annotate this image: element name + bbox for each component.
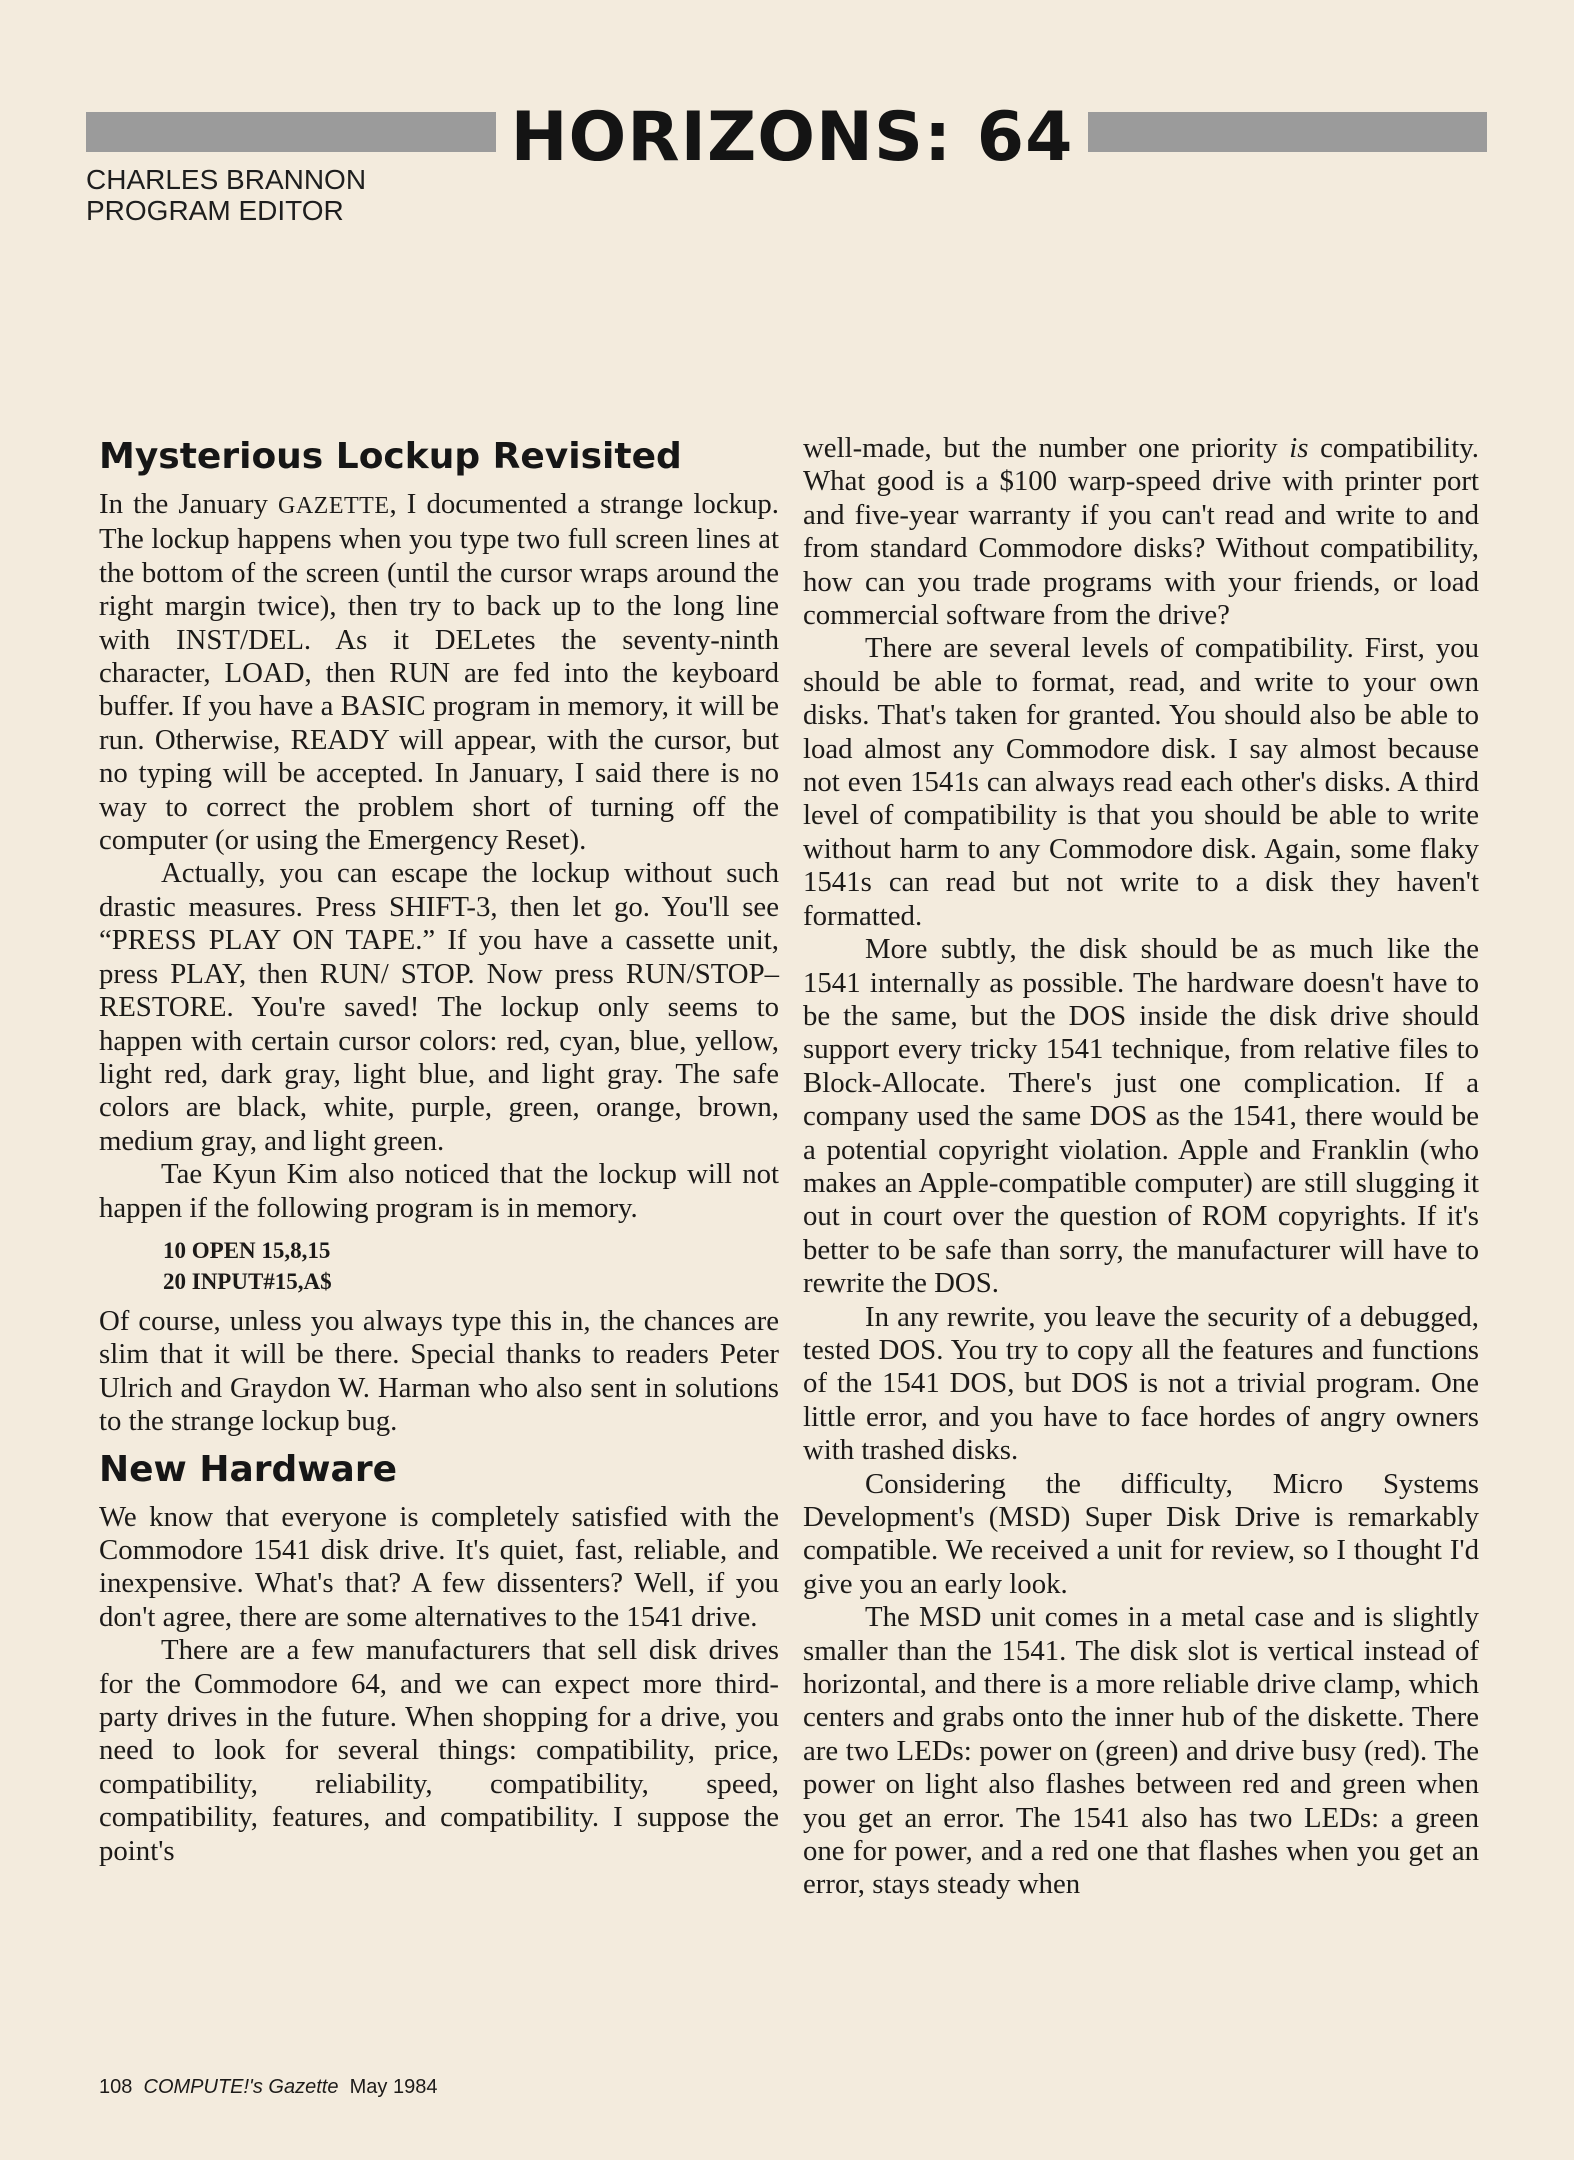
page-footer — [99, 2075, 437, 2099]
paragraph: More subtly, the disk should be as much like the 1541 internally as possible. The hardware doesn't have to be the same, but the DOS inside the disk drive should support every tricky 1541 technique, from relative files to Block-Allocate. There's just one complication. If a company used the same DOS as the 1541, there would be a potential copyright violation. Apple and Franklin (who makes an Apple-compatible computer) are still slugging it out in court over the question of ROM copyrights. If it's better to be safe than sorry, the manufacturer will have to rewrite the DOS. — [803, 933, 1479, 1300]
code-line: 20 INPUT#15,A$ — [163, 1268, 332, 1294]
code-line: 10 OPEN 15,8,15 — [163, 1237, 331, 1263]
paragraph: In the January GAZETTE, I documented a strange lockup. The lockup happens when you type two full screen lines at the bottom of the screen (until the cursor wraps around the right margin twice), then try to back up to the long line with INST/DEL. As it DELetes the seventy-ninth character, LOAD, then RUN are fed into the keyboard buffer. If you have a BASIC program in memory, it will be run. Otherwise, READY will appear, with the cursor, but no typing will be accepted. In January, I said there is no way to correct the problem short of turning off the computer (or using the Emergency Reset). — [99, 488, 779, 857]
section-heading: New Hardware — [99, 1448, 398, 1490]
issue-date: May 1984 — [349, 2076, 438, 2098]
paragraph: There are several levels of compatibility. First, you should be able to format, read, and write to your own disks. That's taken for granted. You should also be able to load almost any Commodore disk. I say almost because not even 1541s can always read each other's disks. A third level of compatibility is that you should be able to write without harm to any Commodore disk. Again, some flaky 1541s can read but not write to a disk they haven't formatted. — [803, 632, 1479, 932]
paragraph: We know that everyone is completely satisfied with the Commodore 1541 disk drive. It's quiet, fast, reliable, and inexpensive. What's that? A few dissenters? Well, if you don't agree, there are some alternatives to the 1541 drive. — [99, 1500, 779, 1633]
author-role: PROGRAM EDITOR — [86, 195, 344, 226]
column-title: HORIZONS: 64 — [510, 98, 1074, 177]
code-listing — [99, 1225, 779, 1305]
left-column — [99, 432, 779, 1868]
page-edge — [1574, 0, 1590, 2160]
masthead-rule-right — [1088, 112, 1487, 152]
paragraph: The MSD unit comes in a metal case and is slightly smaller than the 1541. The disk slot is vertical instead of horizontal, and there is a more reliable drive clamp, which centers and grabs onto the inner hub of the diskette. There are two LEDs: power on (green) and drive busy (red). The power on light also flashes between red and green when you get an error. The 1541 also has two LEDs: a green one for power, and a red one that flashes when you get an error, stays steady when — [803, 1601, 1479, 1901]
byline — [86, 164, 506, 226]
paragraph: Of course, unless you always type this in, the chances are slim that it will be there. Special thanks to readers Peter Ulrich and Graydon W. Harman who also sent in solutions to the strange lockup bug. — [99, 1304, 779, 1438]
paragraph: In any rewrite, you leave the security of a debugged, tested DOS. You try to copy all the features and functions of the 1541 DOS, but DOS is not a trivial program. One little error, and you have to face hordes of angry owners with trashed disks. — [803, 1300, 1479, 1467]
paragraph: Considering the difficulty, Micro Systems Development's (MSD) Super Disk Drive is remarkably compatible. We received a unit for review, so I thought I'd give you an early look. — [803, 1467, 1479, 1600]
paragraph: There are a few manufacturers that sell disk drives for the Commodore 64, and we can expect more third-party drives in the future. When shopping for a drive, you need to look for several things: compatibility, price, compatibility, reliability, compatibility, speed, compatibility, features, and compatibility. I suppose the point's — [99, 1634, 779, 1867]
emphasis: is — [1289, 432, 1309, 464]
magazine-title: COMPUTE!'s Gazette — [143, 2076, 339, 2098]
magazine-name: GAZETTE — [278, 493, 390, 519]
masthead-rule-left — [86, 112, 496, 152]
paragraph: well-made, but the number one priority is compatibility. What good is a $100 warp-speed drive with printer port and five-year warranty if you can't read and write to and from standard Commodore disks? Without compatibility, how can you trade programs with your friends, or load commercial software from the drive? — [803, 432, 1479, 632]
right-column — [803, 432, 1479, 1902]
page-number: 108 — [99, 2076, 133, 2098]
author-name: CHARLES BRANNON — [86, 164, 367, 195]
paragraph: Tae Kyun Kim also noticed that the lockup will not happen if the following program is in memory. — [99, 1158, 779, 1224]
paragraph: Actually, you can escape the lockup without such drastic measures. Press SHIFT-3, then let go. You'll see “PRESS PLAY ON TAPE.” If you have a cassette unit, press PLAY, then RUN/ STOP. Now press RUN/STOP–RESTORE. You're saved! The lockup only seems to happen with certain cursor colors: red, cyan, blue, yellow, light red, dark gray, light blue, and light gray. The safe colors are black, white, purple, green, orange, brown, medium gray, and light green. — [99, 857, 779, 1157]
section-heading: Mysterious Lockup Revisited — [99, 436, 682, 477]
